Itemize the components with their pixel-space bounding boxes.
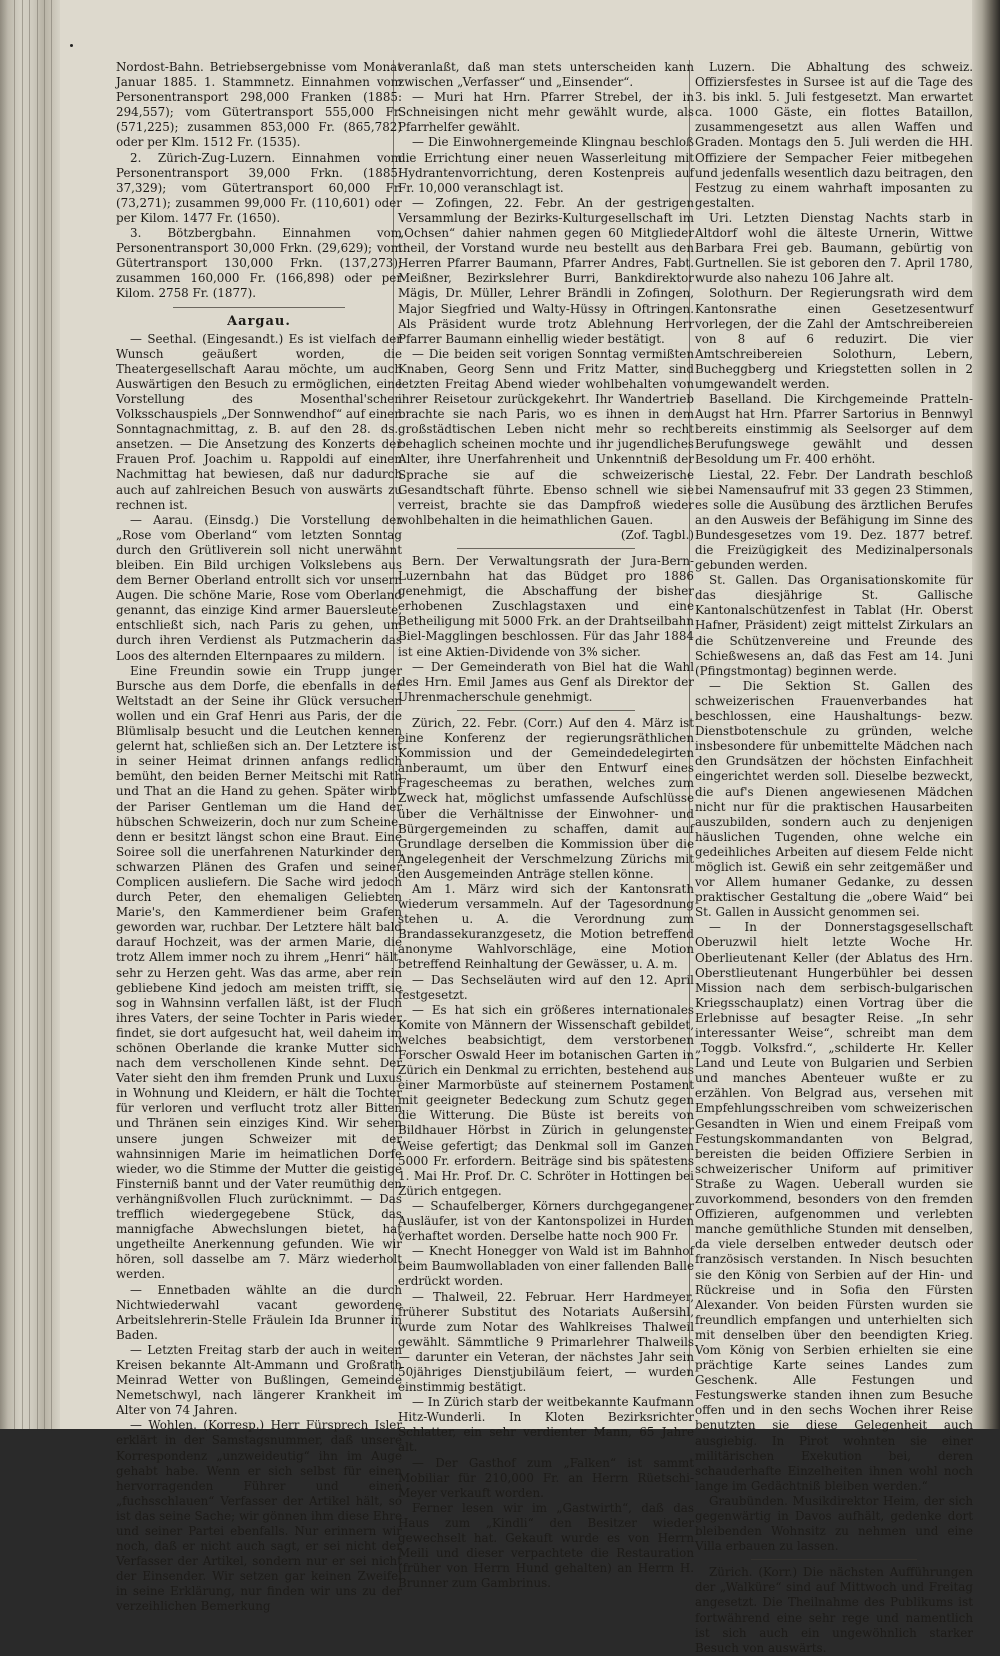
separator xyxy=(457,710,635,711)
column-2 xyxy=(398,60,694,1591)
page-right-edge xyxy=(972,0,1000,1429)
article-zofingen: — Zofingen, 22. Febr. An der gestrigen Versammlung der Bezirks-Kulturgesellschaft im „Ochsen“ dahier nahmen gegen 60 Mitglieder theil, der Vorstand wurde neu bestellt aus den Herren Pfarrer Baumann, Pfarrer Andres, Fabt. Meißner, Bezirkslehrer Burri, Bankdirektor Mägis, Dr. Müller, Lehrer Brändli in Zofingen, Major Siegfried und Walty-Hüssy in Oftringen. Als Präsident wurde trotz Ablehnung Herr Pfarrer Baumann einhellig wieder bestätigt. xyxy=(398,195,694,346)
ink-speck xyxy=(70,44,73,47)
newspaper-page xyxy=(86,60,973,1655)
article-sechselaeuten: — Das Sechseläuten wird auf den 12. April festgesetzt. xyxy=(398,972,694,1002)
article-oberuzwil: — In der Donnerstagsgesellschaft Oberuzwil hielt letzte Woche Hr. Oberlieutenant Keller (der Ablatus des Hrn. Oberstlieutenant Hungerbühler bei dessen Mission nach dem serbisch-bulgarischen Kriegsschauplatz) einen Vortrag über die Erlebnisse auf besagter Reise. „In sehr interessanter Weise“, schreibt man dem „Toggb. Volksfrd.“, „schilderte Hr. Keller Land und Leute von Bulgarien und Serbien und manches Abenteuer wußte er zu erzählen. Von Belgrad aus, versehen mit Empfehlungsschreiben vom schweizerischen Gesandten in Wien und einem Freipaß vom Festungskommandanten von Belgrad, bereisten die beiden Offiziere Serbien in schweizerischer Uniform auf primitiver Straße zu Wagen. Ueberall wurden sie zuvorkommend, besonders von den fremden Offizieren, aufgenommen und verlebten manche gemüthliche Stunden mit denselben, da viele derselben entweder deutsch oder französisch verstanden. In Nisch besuchten sie den König von Serbien auf der Hin- und Rückreise und in Sofia den Fürsten Alexander. Von beiden Fürsten wurden sie freundlich empfangen und unterhielten sich mit denselben über den beendigten Krieg. Vom König von Serbien erhielten sie eine prächtige Karte seines Landes zum Geschenk. Alle Festungen und Festungswerke standen ihnen zum Besuche offen und in den sechs Wochen ihrer Reise benutzten sie diese Gelegenheit auch ausgiebig. In Pirot wohnten sie einer militärischen Exekution bei, deren schauderhafte Einzelheiten ihnen wohl noch lange im Gedächtniß bleiben werden.“ xyxy=(695,920,973,1493)
column-1 xyxy=(116,60,402,1614)
section-heading-aargau: Aargau. xyxy=(227,313,291,329)
article-nordostbahn: Nordost-Bahn. Betriebsergebnisse vom Monat Januar 1885. 1. Stammnetz. Einnahmen vom Personentransport 298,000 Franken (1885: 294,557); vom Gütertransport 555,000 Fr. (571,225); zusammen 853,000 Fr. (865,782) oder per Klm. 1512 Fr. (1535). xyxy=(116,60,402,150)
article-obituary-wetter: — Letzten Freitag starb der auch in weiten Kreisen bekannte Alt-Ammann und Großrath Meinrad Wetter von Bußlingen, Gemeinde Nemetschwyl, nach längerer Krankheit im Alter von 74 Jahren. xyxy=(116,1342,402,1418)
article-luzern: Luzern. Die Abhaltung des schweiz. Offiziersfestes in Sursee ist auf die Tage des 3. bis inkl. 5. Juli festgesetzt. Man erwartet ca. 1000 Gäste, ein flottes Bataillon, zusammengesetzt aus allen Waffen und Graden. Montags den 5. Juli werden die HH. Offiziere der Sempacher Feier mitbegehen und jedenfalls wesentlich dazu beitragen, den Festzug zu einem wahrhaft imposanten zu gestalten. xyxy=(695,60,973,210)
article-zuerich-walkuere: Zürich. (Korr.) Die nächsten Aufführungen der „Walküre“ sind auf Mittwoch und Freitag angesetzt. Die Theilnahme des Publikums ist fortwährend eine sehr rege und namentlich ist sich auch ein ungewöhnlich starker Besuch von auswärts. xyxy=(695,1565,973,1655)
column-3 xyxy=(695,60,973,1655)
separator xyxy=(173,307,345,308)
article-schaufelberger: — Schaufelberger, Körners durchgegangener Ausläufer, ist von der Kantonspolizei in Hurden verhaftet worden. Derselbe hatte noch 900 Fr. xyxy=(398,1198,694,1244)
article-knaben: — Die beiden seit vorigen Sonntag vermißten Knaben, Georg Senn und Fritz Matter, sind letzten Freitag Abend wieder wohlbehalten von ihrer Reisetour zurückgekehrt. Ihr Wandertrieb brachte sie nach Paris, wo es ihnen in dem großstädtischen Leben nicht mehr so recht behaglich scheinen mochte und ihr jugendliches Alter, ihre Unerfahrenheit und Unkenntniß der Sprache sie auf die schweizerische Gesandtschaft führte. Ebenso schnell wie sie verreist, brachte sie das Dampfroß wieder wohlbehalten in die heimathlichen Gauen. xyxy=(398,346,694,527)
article-muri: — Muri hat Hrn. Pfarrer Strebel, der in Schneisingen nicht mehr gewählt wurde, als Pfarrhelfer gewählt. xyxy=(398,90,694,135)
article-seethal: — Seethal. (Eingesandt.) Es ist vielfach der Wunsch geäußert worden, die Theatergesellschaft Aarau möchte, um auch Auswärtigen den Besuch zu ermöglichen, eine Vorstellung des Mosenthal'schen Volksschauspiels „Der Sonnwendhof“ auf einen Sonntagnachmittag, z. B. auf den 28. ds., ansetzen. — Die Ansetzung des Konzerts der Frauen Prof. Joachim u. Rappoldi auf einen Nachmittag hat bewiesen, daß nur dadurch auch auf zahlreichen Besuch von auswärts zu rechnen ist. xyxy=(116,331,402,512)
article-aarau-continued: Eine Freundin sowie ein Trupp junger Bursche aus dem Dorfe, die ebenfalls in der Weltstadt an der Seine ihr Glück versuchen wollen und ein Graf Henri aus Paris, der die Blümlisalp besucht und die Leutchen kennen gelernt hat, schließen sich an. Der Letztere ist in seiner Heimat drinnen anfangs redlich bemüht, den beiden Berner Meitschi mit Rath und That an die Hand zu gehen. Später wirbt der Pariser Gentleman um die Hand der hübschen Schweizerin, doch nur zum Scheine, denn er besitzt längst schon eine Braut. Eine Soiree soll die unerfahrenen Naturkinder den schwarzen Plänen des Grafen und seiner Complicen ausliefern. Die Sache wird jedoch durch Peter, den ehemaligen Geliebten Marie's, den Kammerdiener beim Grafen geworden war, ruchbar. Der Letztere hält bald darauf Hochzeit, was der armen Marie, die trotz Allem immer noch zu ihrem „Henri“ hält, sehr zu Herzen geht. Was das arme, aber rein gebliebene Kind jedoch am meisten trifft, sie sog in Wahnsinn verfallen läßt, ist der Fluch ihres Vaters, der seine Tochter in Paris wieder findet, sie dort aufgesucht hat, weil daheim im schönen Oberlande die kranke Mutter sich nach dem verschollenen Kinde sehnt. Der Vater sieht den ihm fremden Prunk und Luxus in Wohnung und Kleidern, er hält die Tochter für verloren und verflucht trotz aller Bitten und Thränen sein einziges Kind. Wir sehen unsere jungen Schweizer mit der wahnsinnigen Marie im heimatlichen Dorfe wieder, wo die Stimme der Mutter die geistige Finsterniß bannt und der Vater reumüthig den verhängnißvollen Fluch zurücknimmt. — Das trefflich wiedergegebene Stück, das mannigfache Abwechslungen bietet, hat ungetheilte Anerkennung gefunden. Wie wir hören, soll dasselbe am 7. März wiederholt werden. xyxy=(116,663,402,1282)
article-thalweil: — Thalweil, 22. Februar. Herr Hardmeyer, früherer Substitut des Notariats Außersihl, wurde zum Notar des Wahlkreises Thalweil gewählt. Sämmtliche 9 Primarlehrer Thalweils — darunter ein Veteran, der nächstes Jahr sein 50jähriges Dienstjubiläum feiert, — wurden einstimmig bestätigt. xyxy=(398,1289,694,1395)
article-uri: Uri. Letzten Dienstag Nachts starb in Altdorf wohl die älteste Urnerin, Wittwe Barbara Frei geb. Baumann, gebürtig von Gurtnellen. Sie ist geboren den 7. April 1780, wurde also nahezu 106 Jahre alt. xyxy=(695,210,973,286)
article-wohlen: — Wohlen. (Korresp.) Herr Fürsprech Isler erklärt in der Samstagsnummer, daß unsere Korrespondenz „unzweideutig“ ihn im Auge gehabt habe. Wenn er sich selbst für einen hervorragenden Führer und einen „fuchsschlauen“ Verfasser der Artikel hält, so ist das seine Sache; wir gönnen ihm diese Ehre und seiner Partei ebenfalls. Nur erinnern wir noch, daß er nicht auch sagt, er sei nicht der Verfasser der Artikel, sondern nur er sei nicht der Einsender. Wir setzen gar keinen Zweifel in seine Erklärung, nur finden wir uns zu der verzeihlichen Bemerkung xyxy=(116,1418,402,1614)
article-falken: — Der Gasthof zum „Falken“ ist sammt Mobiliar für 210,000 Fr. an Herrn Rüetschi-Meyer verkauft worden. xyxy=(398,1455,694,1500)
article-kantonsrath: Am 1. März wird sich der Kantonsrath wiederum versammeln. Auf der Tagesordnung stehen u. A. die Verordnung zum Brandassekuranzgesetz, die Motion betreffend anonyme Wahlvorschläge, eine Motion betreffend Reinhaltung der Gewässer, u. A. m. xyxy=(398,881,694,972)
article-solothurn: Solothurn. Der Regierungsrath wird dem Kantonsrathe einen Gesetzesentwurf vorlegen, der die Zahl der Amtschreibereien von 8 auf 6 reduzirt. Die vier Amtschreibereien Solothurn, Lebern, Bucheggberg und Kriegstetten sollen in 2 umgewandelt werden. xyxy=(695,286,973,391)
article-biel: — Der Gemeinderath von Biel hat die Wahl des Hrn. Emil James aus Genf als Direktor der Uhrenmacherschule genehmigt. xyxy=(398,659,694,704)
article-obituaries-zuerich: — In Zürich starb der weitbekannte Kaufmann Hitz-Wunderli. In Kloten Bezirksrichter Schlatter, ein sehr verdienter Mann, 65 Jahre alt. xyxy=(398,1395,694,1455)
separator xyxy=(457,548,635,549)
article-kindli: Ferner lesen wir im „Gastwirth“, daß das Haus zum „Kindli“ den Besitzer wieder gewechselt hat. Gekauft wurde es von Herrn Meili und dieser verpachtete die Restauration (früher von Herrn Hund gehalten) an Herrn H. Brunner zum Gambrinus. xyxy=(398,1500,694,1591)
article-aarau: — Aarau. (Einsdg.) Die Vorstellung der „Rose vom Oberland“ vom letzten Sonntag durch den Grütliverein soll nicht unerwähnt bleiben. Ein Bild urchigen Volkslebens aus dem Berner Oberland entrollt sich vor unsern Augen. Die schöne Marie, Rose vom Oberland genannt, das einzige Kind armer Bauersleute, entschließt sich, nach Paris zu gehen, um durch ihren Verdienst als Putzmacherin das Loos des alternden Elternpaares zu mildern. xyxy=(116,512,402,663)
article-heer-denkmal: — Es hat sich ein größeres internationales Komite von Männern der Wissenschaft gebildet, welches beabsichtigt, dem verstorbenen Forscher Oswald Heer im botanischen Garten in Zürich ein Denkmal zu errichten, bestehend aus einer Marmorbüste auf steinernem Postament mit geeigneter Bedeckung zum Schutz gegen die Witterung. Die Büste ist bereits von Bildhauer Hörbst in Zürich in gelungenster Weise gefertigt; das Denkmal soll im Ganzen 5000 Fr. erfordern. Beiträge sind bis spätestens 1. Mai Hr. Prof. Dr. C. Schröter in Hottingen bei Zürich entgegen. xyxy=(398,1002,694,1198)
article-wohlen-continued: veranlaßt, daß man stets unterscheiden kann zwischen „Verfasser“ und „Einsender“. xyxy=(398,60,694,90)
article-ennetbaden: — Ennetbaden wählte an die durch Nichtwiederwahl vacant gewordene Arbeitslehrerin-Stelle Fräulein Ida Brunner in Baden. xyxy=(116,1282,402,1342)
article-bern: Bern. Der Verwaltungsrath der Jura-Bern-Luzernbahn hat das Büdget pro 1886 genehmigt, die Abschaffung der bisher erhobenen Zuschlagstaxen und eine Betheiligung mit 5000 Frk. an der Drahtseilbahn Biel-Magglingen beschlossen. Für das Jahr 1884 ist eine Aktien-Dividende von 3% sicher. xyxy=(398,554,694,659)
article-graubuenden: Graubünden. Musikdirektor Heim, der sich gegenwärtig in Davos aufhält, gedenke dort bleibenden Wohnsitz zu nehmen und eine Villa erbauen zu lassen. xyxy=(695,1493,973,1554)
source-attribution: (Zof. Tagbl.) xyxy=(620,527,694,542)
article-liestal: Liestal, 22. Febr. Der Landrath beschloß bei Namensaufruf mit 33 gegen 23 Stimmen, es solle die Ausübung des ärztlichen Berufes an den Ausweis der Befähigung im Sinne des Bundesgesetzes vom 19. Dez. 1877 betref. die Freizügigkeit des Medizinalpersonals gebunden werden. xyxy=(695,467,973,573)
article-zuerich-zug-luzern: 2. Zürich-Zug-Luzern. Einnahmen vom Personentransport 39,000 Frkn. (1885: 37,329); vom Gütertransport 60,000 Fr. (73,271); zusammen 99,000 Fr. (110,601) oder per Kilom. 1477 Fr. (1650). xyxy=(116,150,402,225)
separator xyxy=(751,1559,918,1560)
article-baselland: Baselland. Die Kirchgemeinde Pratteln-Augst hat Hrn. Pfarrer Sartorius in Bennwyl bereits einstimmig als Seelsorger auf dem Berufungswege gewählt und dessen Besoldung um Fr. 400 erhöht. xyxy=(695,392,973,467)
article-zuerich: Zürich, 22. Febr. (Corr.) Auf den 4. März ist eine Konferenz der regierungsräthlichen Kommission und der Gemeindedelegirten anberaumt, um über den Entwurf eines Fragescheemas zu berathen, welches zum Zweck hat, möglichst umfassende Aufschlüsse über die Verhältnisse der Einwohner- und Bürgergemeinden zu schaffen, damit auf Grundlage derselben die Kommission über die Angelegenheit der Verschmelzung Zürichs mit den Ausgemeinden Anträge stellen könne. xyxy=(398,715,694,881)
article-honegger: — Knecht Honegger von Wald ist im Bahnhof beim Baumwollabladen von einer fallenden Balle erdrückt worden. xyxy=(398,1244,694,1289)
article-boetzbergbahn: 3. Bötzbergbahn. Einnahmen vom Personentransport 30,000 Frkn. (29,629); vom Gütertransport 130,000 Frkn. (137,273); zusammen 160,000 Fr. (166,898) oder per Kilom. 2758 Fr. (1877). xyxy=(116,226,402,301)
book-binding-edge xyxy=(0,0,60,1429)
article-frauenverband: — Die Sektion St. Gallen des schweizerischen Frauenverbandes hat beschlossen, eine Haushaltungs- bezw. Dienstbotenschule zu gründen, welche insbesondere für unbemittelte Mädchen nach den Grundsätzen der höchsten Einfachheit eingerichtet werden soll. Dieselbe bezweckt, die auf's Dienen angewiesenen Mädchen nicht nur für die praktischen Hausarbeiten auszubilden, sondern auch zu denjenigen häuslichen Tugenden, ohne welche ein gedeihliches Arbeiten auf diesem Felde nicht möglich ist. Gewiß ein sehr zeitgemäßer und vor Allem humaner Gedanke, zu dessen praktischer Gestaltung die „obere Waid“ bei St. Gallen in Aussicht genommen sei. xyxy=(695,678,973,920)
article-klingnau: — Die Einwohnergemeinde Klingnau beschloß die Errichtung einer neuen Wasserleitung mit Hydrantenvorrichtung, deren Kostenpreis auf Fr. 10,000 veranschlagt ist. xyxy=(398,135,694,195)
article-st-gallen: St. Gallen. Das Organisationskomite für das diesjährige St. Gallische Kantonalschützenfest in Tablat (Hr. Oberst Hafner, Präsident) zeigt mittelst Zirkulars an die Schützenvereine und Freunde des Schießwesens an, daß das Fest am 14. Juni (Pfingstmontag) beginnen werde. xyxy=(695,573,973,678)
